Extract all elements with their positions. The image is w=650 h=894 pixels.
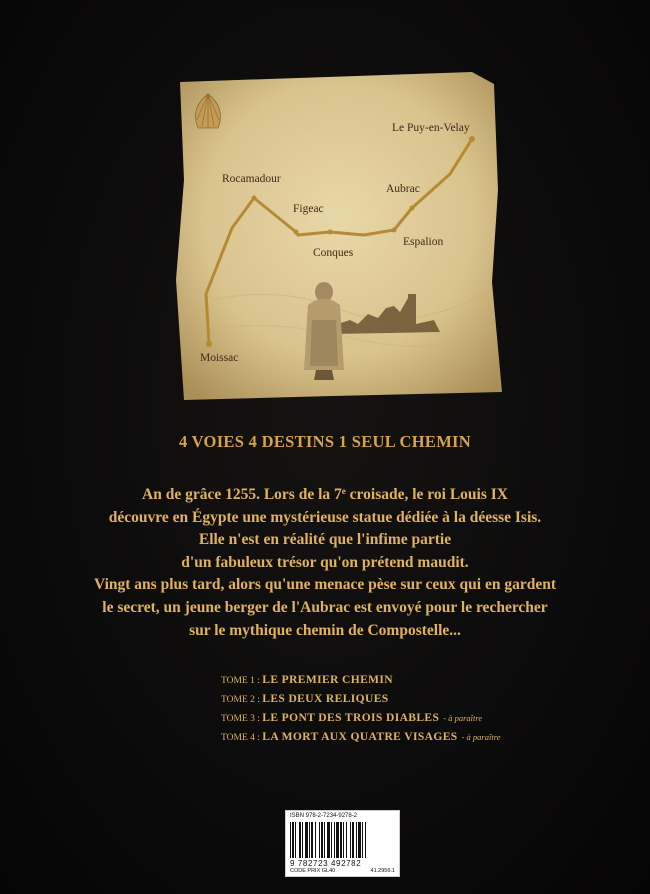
synopsis-line: le secret, un jeune berger de l'Aubrac est envoyé pour le rechercher <box>102 598 548 616</box>
place-aubrac: Aubrac <box>386 183 420 195</box>
synopsis <box>0 480 650 642</box>
place-espalion: Espalion <box>403 236 444 248</box>
barcode-digits: 9 782723 492782 <box>290 859 362 868</box>
superscript: e <box>341 486 346 496</box>
barcode-bar <box>340 822 342 858</box>
place-le-puy-en-velay: Le Puy-en-Velay <box>392 122 470 134</box>
tome-item-1 <box>221 670 500 689</box>
tome-number: TOME 1 <box>221 676 255 686</box>
barcode-bar <box>321 822 323 858</box>
place-conques: Conques <box>313 247 354 259</box>
barcode-bar <box>350 822 351 858</box>
synopsis-line: découvre en Égypte une mystérieuse statue dédiée à la déesse Isis. <box>108 508 542 526</box>
barcode-bar <box>346 822 347 858</box>
barcode-bar <box>315 822 316 858</box>
barcode-bar <box>309 822 310 858</box>
synopsis-line: Vingt ans plus tard, alors qu'une menace pèse sur ceux qui en gardent <box>93 576 557 594</box>
synopsis-line: d'un fabuleux trésor qu'on prétend maudit. <box>181 553 469 571</box>
tome-title: LES DEUX RELIQUES <box>262 693 389 705</box>
synopsis-line: sur le mythique chemin de Compostelle... <box>189 621 461 639</box>
barcode-bar <box>358 822 361 858</box>
barcode-bar <box>319 822 320 858</box>
isbn-text: ISBN 978-2-7234-9278-2 <box>290 813 358 819</box>
map-graphic <box>172 70 502 400</box>
barcode-bar <box>292 822 294 858</box>
barcode-bar <box>311 822 313 858</box>
tome-title: LA MORT AUX QUATRE VISAGES <box>262 731 458 743</box>
parchment-map <box>172 70 502 400</box>
tome-release-note: - à paraître <box>443 713 483 723</box>
place-figeac: Figeac <box>293 203 324 215</box>
tome-item-4 <box>221 727 500 746</box>
place-moissac: Moissac <box>200 352 239 364</box>
barcode-bars <box>290 822 395 858</box>
barcode-bar <box>290 822 291 858</box>
tome-separator: : <box>254 733 263 743</box>
tome-title: LE PREMIER CHEMIN <box>262 674 394 686</box>
tome-list <box>221 670 500 746</box>
barcode-bar <box>334 822 335 858</box>
product-code: 41.2956.1 <box>370 868 395 874</box>
synopsis-text: An de grâce 1255. Lors de la 7 <box>142 486 342 503</box>
tome-separator: : <box>254 676 263 686</box>
tome-item-3 <box>221 708 500 727</box>
barcode-bar <box>327 822 330 858</box>
barcode-bar <box>302 822 303 858</box>
barcode-bar <box>299 822 301 858</box>
barcode-bar <box>356 822 357 858</box>
tome-number: TOME 2 <box>221 695 255 705</box>
tome-number: TOME 3 <box>221 714 255 724</box>
tome-title: LE PONT DES TROIS DIABLES <box>262 712 440 724</box>
barcode-bar <box>331 822 332 858</box>
synopsis-text: croisade, le roi Louis IX <box>345 486 508 503</box>
price-code: CODE PRIX GL40 <box>290 868 336 874</box>
barcode-bar <box>324 822 325 858</box>
synopsis-line <box>0 480 650 507</box>
barcode-bar <box>352 822 354 858</box>
barcode-bar <box>362 822 363 858</box>
barcode-bar <box>295 822 296 858</box>
barcode-bar <box>365 822 366 858</box>
tome-item-2 <box>221 689 500 708</box>
place-rocamadour: Rocamadour <box>222 173 281 185</box>
barcode-bar <box>336 822 339 858</box>
barcode-bar <box>305 822 308 858</box>
tome-release-note: - à paraître <box>461 732 501 742</box>
tome-separator: : <box>254 695 263 705</box>
tome-separator: : <box>254 714 263 724</box>
barcode-bar <box>343 822 344 858</box>
synopsis-line: Elle n'est en réalité que l'infime partie <box>198 531 452 549</box>
tagline: 4 VOIES 4 DESTINS 1 SEUL CHEMIN <box>179 432 471 451</box>
barcode-label <box>285 810 400 877</box>
tome-number: TOME 4 <box>221 733 255 743</box>
